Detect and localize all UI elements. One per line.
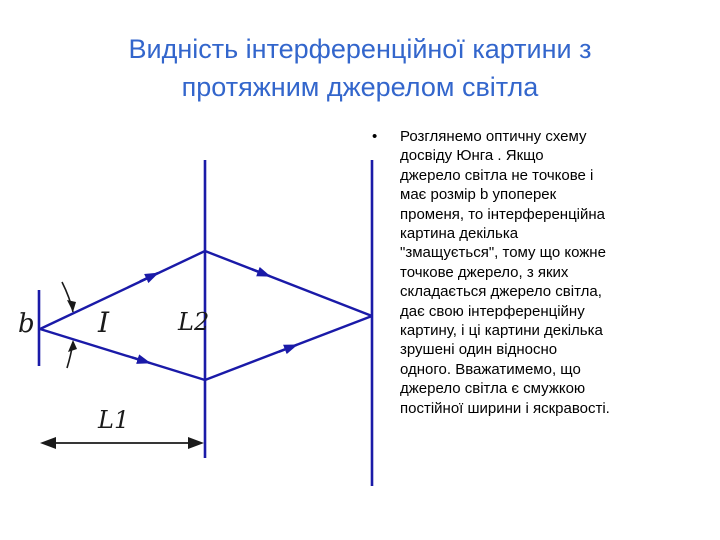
arrow-upper-left (140, 273, 158, 282)
bullet-line-10: дає свою інтерференційну (400, 302, 585, 320)
l1-arrowhead-left (40, 437, 56, 449)
ray-slit-upper (205, 251, 372, 316)
bullet-line-1: Розглянемо оптичну схему (400, 128, 587, 145)
bullet-line-15: постійної ширини і яскравості. (400, 399, 610, 417)
bullet-line-6: картина декілька (400, 225, 519, 243)
bullet-line-8: точкове джерело, з яких (400, 263, 569, 281)
arrow-lower-right (279, 345, 297, 352)
arrow-lower-left (132, 357, 150, 363)
arrow-upper-right (252, 269, 270, 276)
title-line-1: Видність інтерференційної картини з (128, 34, 592, 64)
bullet-marker: • (372, 128, 378, 145)
label-source-size: b (18, 309, 35, 339)
angle-arrowhead-upper (67, 300, 76, 312)
label-angle: I (98, 306, 110, 339)
ray-source-lower (40, 329, 205, 380)
title-line-2: протяжним джерелом світла (181, 72, 539, 102)
angle-arrowhead-lower (68, 340, 77, 352)
bullet-line-13: одного. Вважатимемо, що (400, 360, 581, 378)
bullet-line-7: "змащується", тому що кожне (400, 244, 606, 262)
bullet-line-11: картину, і ці картини декілька (400, 322, 603, 340)
bullet-text (400, 127, 692, 418)
bullet-line-14: джерело світла є смужкою (400, 380, 586, 398)
bullet-line-9: складається джерело світла, (400, 283, 602, 301)
bullet-line-4: має розмір b упоперек (400, 186, 557, 204)
l1-arrowhead-right (188, 437, 204, 449)
bullet-line-12: зрушені один відносно (400, 341, 558, 359)
label-distance-l1: L1 (98, 406, 130, 434)
label-distance-l2: L2 (178, 308, 210, 336)
bullet-line-3: джерело світла не точкове і (400, 166, 594, 184)
bullet-line-5: променя, то інтерференційна (400, 205, 605, 223)
bullet-line-2: досвіду Юнга . Якщо (400, 147, 544, 165)
